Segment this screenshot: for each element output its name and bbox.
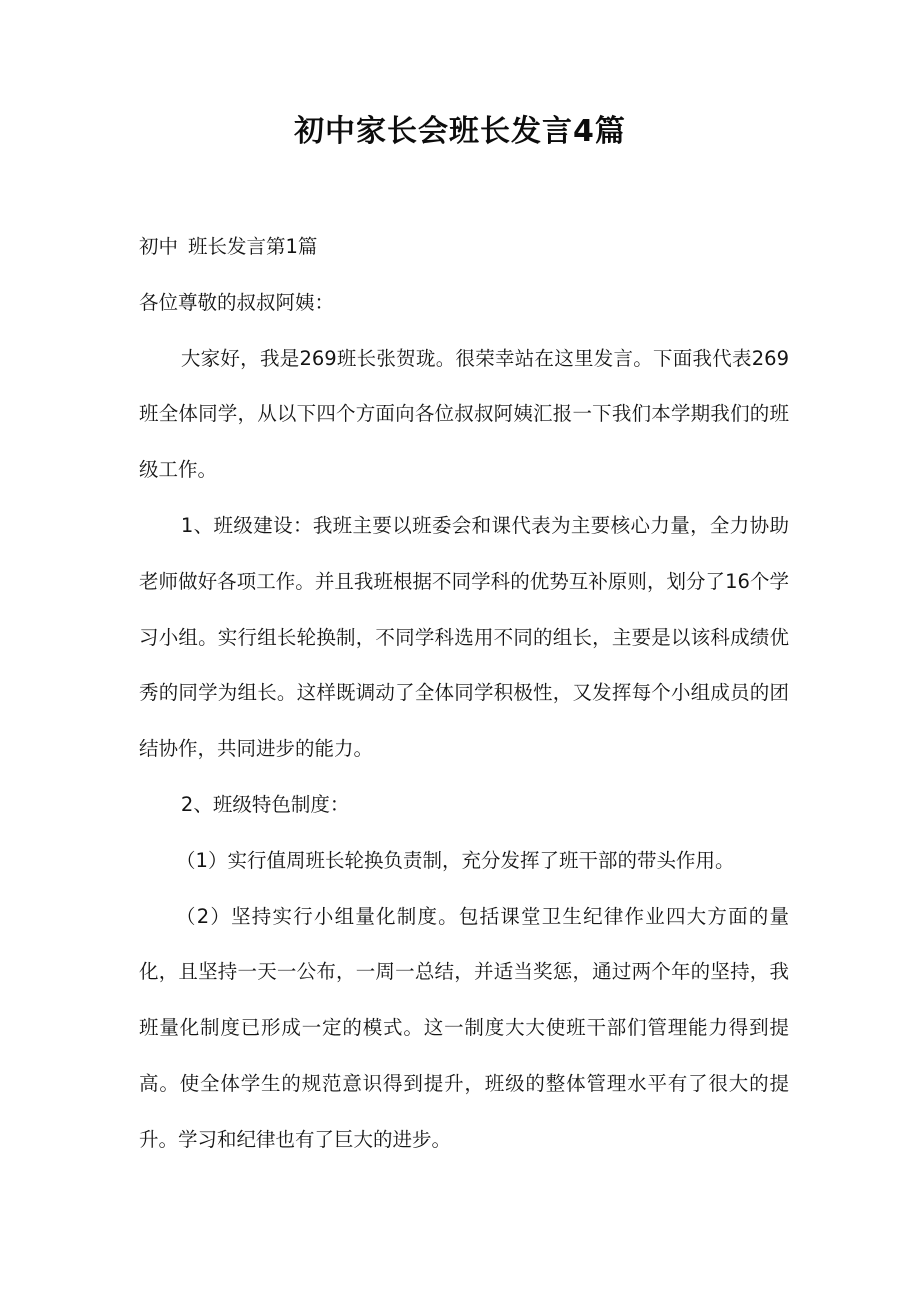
document-title: 初中家长会班长发言4篇 xyxy=(294,114,626,149)
greeting: 各位尊敬的叔叔阿姨： xyxy=(139,290,335,314)
paragraph-feature-1: （1）实行值周班长轮换负责制，充分发挥了班干部的带头作用。 xyxy=(176,848,735,872)
paragraph-intro: 大家好，我是269班长张贺珑。很荣幸站在这里发言。下面我代表269班全体同学，从以下四个方面向各位叔叔阿姨汇报一下我们本学期我们的班级工作。 xyxy=(139,346,789,482)
paragraph-class-building: 1、班级建设：我班主要以班委会和课代表为主要核心力量，全力协助老师做好各项工作。并且我班根据不同学科的优势互补原则，划分了16个学习小组。实行组长轮换制，不同学科选用不同的组长，主要是以该科成绩优秀的同学为组长。这样既调动了全体同学积极性，又发挥每个小组成员的团结协作，共同进步的能力。 xyxy=(139,513,789,761)
document-body xyxy=(139,219,789,1168)
paragraph-feature-2: （2）坚持实行小组量化制度。包括课堂卫生纪律作业四大方面的量化，且坚持一天一公布，一周一总结，并适当奖惩，通过两个年的坚持，我班量化制度已形成一定的模式。这一制度大大使班干部们管理能力得到提高。使全体学生的规范意识得到提升，班级的整体管理水平有了很大的提升。学习和纪律也有了巨大的进步。 xyxy=(139,904,789,1151)
section-heading-prefix: 初中 xyxy=(139,235,179,258)
section-heading-label: 班长发言第1篇 xyxy=(188,235,318,258)
section-heading xyxy=(139,219,789,275)
paragraph-features-heading: 2、班级特色制度： xyxy=(180,792,350,816)
